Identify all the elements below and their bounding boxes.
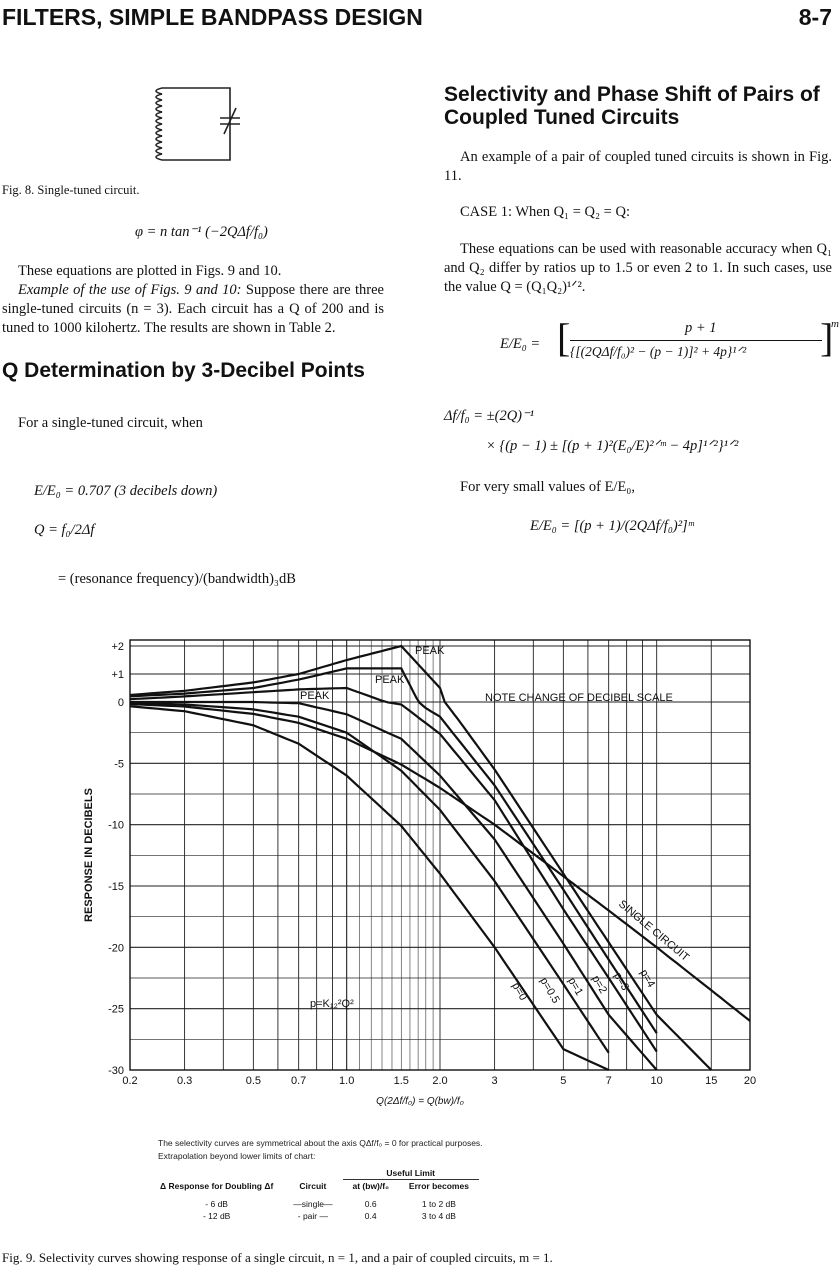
single-tuned-circuit-diagram	[140, 80, 250, 170]
section-heading-q-determination: Q Determination by 3-Decibel Points	[2, 359, 365, 382]
x-tick-label: 10	[650, 1075, 663, 1087]
curve-p-0	[130, 706, 609, 1070]
para1-italic: Example of the use of Figs. 9 and 10:	[18, 282, 242, 298]
eq-fraction-bar	[570, 340, 822, 341]
chart-annotation: p=0.5	[537, 975, 562, 1006]
col-circuit-header: Circuit	[299, 1180, 327, 1191]
page-number: 8-7	[798, 4, 832, 30]
chart-note-1: The selectivity curves are symmetrical about the axis QΔf/f₀ = 0 for practical purposes.	[158, 1138, 483, 1148]
eq-delta-f: Δf/f₀ = ±(2Q)⁻¹	[444, 408, 535, 424]
table-cell: 0.6	[364, 1199, 377, 1209]
table-cell: - 12 dB	[202, 1211, 231, 1221]
eq-right-bracket: ]	[820, 315, 834, 360]
y-tick-label: -10	[108, 819, 124, 832]
eq-left-bracket: [	[557, 315, 571, 360]
y-tick-label: -25	[108, 1003, 124, 1016]
coupled-response-equation	[500, 315, 840, 388]
chart-annotation: PEAK	[375, 674, 405, 686]
col-response-header: Δ Response for Doubling Δf	[160, 1180, 274, 1191]
selectivity-chart	[0, 620, 840, 1130]
eq-small-values: E/E₀ = [(p + 1)/(2QΔf/f₀)²]ᵐ	[530, 518, 694, 534]
x-tick-label: 1.5	[393, 1075, 409, 1087]
phase-equation: φ = n tan⁻¹ (−2QΔf/f₀)	[135, 224, 268, 240]
y-tick-label: -20	[108, 942, 124, 955]
table-cell: - pair —	[297, 1211, 328, 1221]
chart-annotation: NOTE CHANGE OF DECIBEL SCALE	[485, 692, 673, 704]
y-axis-label: RESPONSE IN DECIBELS	[83, 788, 95, 922]
x-tick-label: 1.0	[339, 1075, 355, 1087]
chart-annotation: PEAK	[300, 690, 330, 702]
x-axis-label: Q(2Δf/f₀) = Q(bw)/f₀	[376, 1096, 464, 1107]
eq-delta-f-cont: × {(p − 1) ± [(p + 1)²(E₀/E)²ᐟᵐ − 4p]¹ᐟ²}¹ᐟ²	[486, 438, 739, 454]
eq-lhs: E/E₀ =	[500, 336, 541, 352]
para1-rest: Suppose there are three single-tuned circuits (n = 3). Each circuit has a Q of 200 and is tuned to 1000 kilohertz. The results are shown in Table 2.	[2, 282, 384, 336]
chart-annotation: p=4	[637, 967, 658, 990]
table-row	[150, 1198, 479, 1210]
para1-line1: These equations are plotted in Figs. 9 and 10.	[18, 263, 282, 279]
fig9-caption: Fig. 9. Selectivity curves showing response of a single circuit, n = 1, and a pair of coupled circuits, m = 1.	[2, 1250, 553, 1265]
eq-resonance: = (resonance frequency)/(bandwidth)₃dB	[58, 571, 296, 587]
table-row	[150, 1210, 479, 1222]
x-tick-label: 0.2	[122, 1075, 138, 1087]
table-cell: 0.4	[364, 1211, 377, 1221]
right-paragraph-1: An example of a pair of coupled tuned circuits is shown in Fig. 11.	[444, 149, 832, 184]
chart-annotation: PEAK	[415, 645, 445, 657]
extrapolation-table	[150, 1167, 479, 1222]
x-tick-label: 3	[491, 1075, 498, 1087]
running-header-title: FILTERS, SIMPLE BANDPASS DESIGN	[2, 4, 423, 30]
case1-line: CASE 1: When Q₁ = Q₂ = Q:	[460, 204, 630, 220]
eq-q: Q = f₀/2Δf	[34, 522, 95, 538]
col-bw-header: at (bw)/f₀	[352, 1181, 389, 1191]
table-cell: 3 to 4 dB	[421, 1211, 456, 1221]
table-cell: - 6 dB	[205, 1199, 228, 1209]
curve-p-2	[130, 688, 657, 1052]
x-tick-label: 20	[743, 1075, 757, 1087]
right-paragraph-2: These equations can be used with reasonable accuracy when Q₁ and Q₂ differ by ratios up to 1.5 or even 2 to 1. In such cases, use the value Q = (Q₁Q₂)¹ᐟ².	[444, 241, 832, 295]
eq-denominator: {[(2QΔf/f₀)² − (p − 1)]² + 4p}¹ᐟ²	[570, 344, 747, 359]
x-tick-label: 15	[705, 1075, 718, 1087]
eq-exponent: m	[831, 318, 839, 330]
y-tick-label: 0	[117, 697, 124, 709]
x-tick-label: 0.7	[291, 1075, 307, 1087]
chart-annotation: p=K₁₂²Q²	[310, 998, 354, 1010]
left-paragraph-2: For a single-tuned circuit, when	[18, 415, 203, 431]
curve-p-0-5	[130, 703, 609, 1053]
fig8-caption: Fig. 8. Single-tuned circuit.	[2, 183, 140, 197]
useful-limit-header: Useful Limit	[343, 1167, 479, 1180]
col-error-header: Error becomes	[408, 1181, 469, 1191]
x-tick-label: 2.0	[432, 1075, 448, 1087]
y-tick-label: -30	[108, 1065, 124, 1077]
section-heading-selectivity: Selectivity and Phase Shift of Pairs of Coupled Tuned Circuits	[444, 83, 820, 129]
y-tick-label: +2	[111, 641, 124, 653]
y-tick-label: -15	[108, 881, 124, 893]
chart-annotation: p=0	[509, 980, 530, 1003]
chart-annotation: SINGLE CIRCUIT	[616, 898, 692, 964]
y-tick-label: +1	[111, 669, 124, 681]
chart-annotation: p=1	[565, 975, 586, 998]
table-cell: —single—	[293, 1199, 333, 1209]
table-cell: 1 to 2 dB	[421, 1199, 456, 1209]
y-tick-label: -5	[114, 758, 124, 771]
eq-numerator: p + 1	[685, 320, 717, 336]
right-paragraph-3: For very small values of E/E₀,	[460, 479, 635, 495]
left-paragraph-1	[2, 262, 384, 338]
x-tick-label: 5	[560, 1075, 567, 1087]
x-tick-label: 0.5	[245, 1075, 262, 1087]
chart-annotation: p=3	[611, 970, 632, 993]
chart-annotation: p=2	[589, 973, 610, 996]
eq-3db: E/E₀ = 0.707 (3 decibels down)	[34, 483, 218, 499]
chart-note-2: Extrapolation beyond lower limits of chart:	[158, 1151, 316, 1161]
x-tick-label: 7	[605, 1075, 612, 1087]
x-tick-label: 0.3	[176, 1075, 193, 1087]
